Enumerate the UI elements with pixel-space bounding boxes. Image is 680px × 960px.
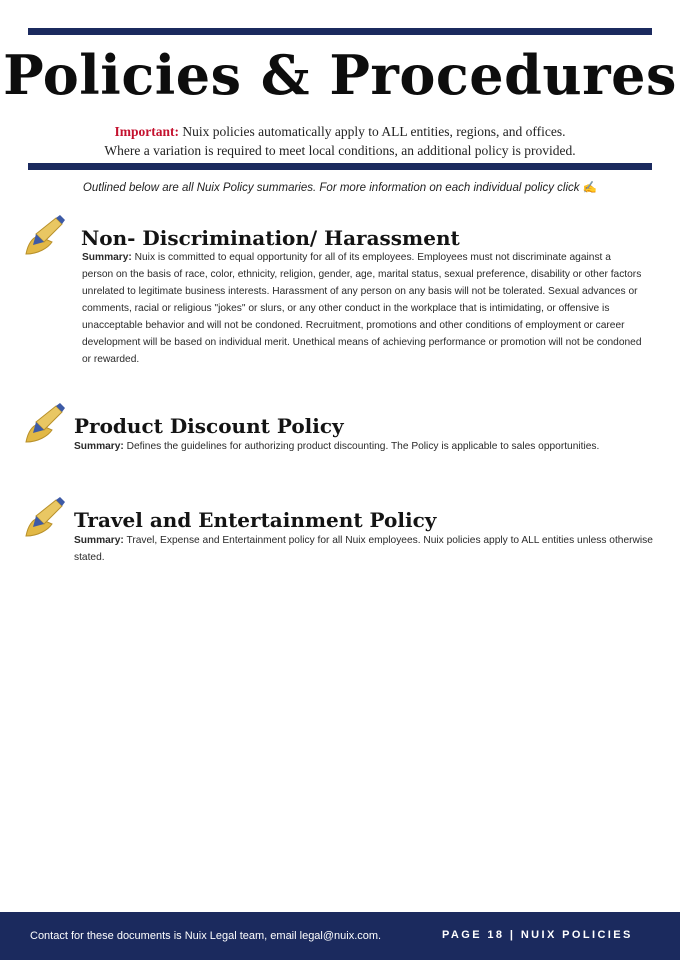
important-notice [28, 122, 652, 160]
middle-rule [28, 163, 652, 170]
outline-text: Outlined below are all Nuix Policy summaries. For more information on each individual policy click [82, 182, 580, 194]
policy-summary [74, 438, 654, 455]
footer-bar [0, 912, 680, 960]
pen-icon[interactable] [22, 496, 66, 540]
summary-label: Summary: [74, 535, 124, 546]
pen-icon[interactable] [22, 402, 66, 446]
top-rule [28, 28, 652, 35]
policy-title[interactable]: Product Discount Policy [74, 414, 344, 438]
summary-label: Summary: [74, 441, 124, 452]
important-label: Important: [114, 124, 179, 139]
summary-text: Travel, Expense and Entertainment policy for all Nuix employees. Nuix policies apply to ALL entities unless otherwise stated. [74, 535, 653, 563]
writing-hand-icon[interactable]: ✍ [582, 182, 598, 194]
summary-text: Nuix is committed to equal opportunity for all of its employees. Employees must not discriminate against a person on the basis of race, color, ethnicity, religion, gender, age, marital status, sexual preference, disability or other factors unrelated to legitimate business interests. Harassment of any person on any basis will not be tolerated. Sexual advances or comments, racial or religious "jokes" or slurs, or any other conduct in the workplace that is intimidating, or offensive is unacceptable behavior and will not be condoned. Recruitment, promotions and other conditions of employment or career development will be based on individual merit. Unethical means of achieving performance or promotion will not be condoned or rewarded. [82, 252, 642, 365]
policy-title[interactable]: Non- Discrimination/ Harassment [81, 226, 460, 250]
important-line-1: Nuix policies automatically apply to ALL entities, regions, and offices. [178, 124, 566, 139]
policy-summary [74, 532, 658, 566]
page-title: Policies & Procedures [3, 43, 677, 107]
pen-icon[interactable] [22, 214, 66, 258]
summary-label: Summary: [82, 252, 132, 263]
outline-note [28, 180, 652, 194]
footer-page-label: PAGE 18 | NUIX POLICIES [442, 929, 633, 941]
policy-title[interactable]: Travel and Entertainment Policy [74, 508, 437, 532]
summary-text: Defines the guidelines for authorizing product discounting. The Policy is applicable to sales opportunities. [123, 441, 600, 452]
footer-contact: Contact for these documents is Nuix Legal team, email legal@nuix.com. [30, 930, 382, 942]
policy-summary [82, 249, 642, 368]
important-line-2: Where a variation is required to meet local conditions, an additional policy is provided. [104, 143, 576, 158]
